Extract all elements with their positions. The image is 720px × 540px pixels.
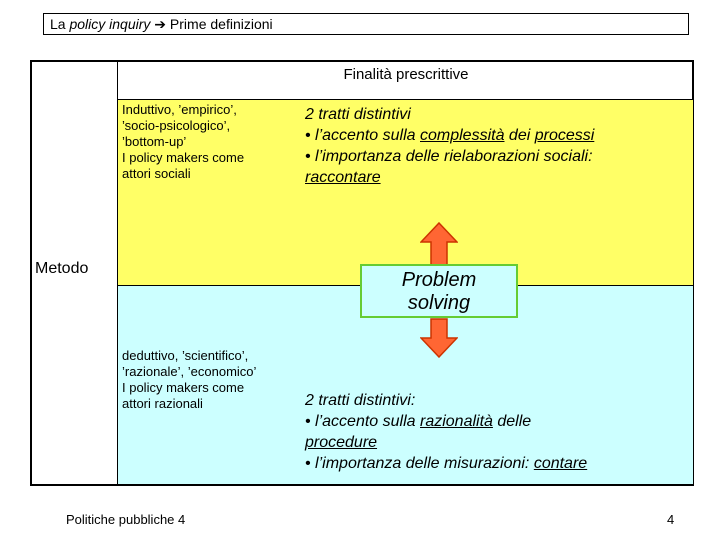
up-arrow-icon xyxy=(420,222,458,266)
column-header: Finalità prescrittive xyxy=(117,60,694,100)
down-arrow-icon xyxy=(420,318,458,358)
problem-solving-box: Problem solving xyxy=(360,264,518,318)
inductive-description: Induttivo, ’empirico’, ’socio-psicologico’, ’bottom-up’ I policy makers come attori sociali xyxy=(122,102,245,181)
right-arrow-icon: ➔ xyxy=(154,16,167,32)
footer-course: Politiche pubbliche 4 xyxy=(66,512,186,527)
row-label-metodo: Metodo xyxy=(35,260,89,277)
page-number: 4 xyxy=(667,512,675,527)
inductive-traits: 2 tratti distintivi • l’accento sulla complessità dei processi • l’importanza delle rielaborazioni sociali: raccontare xyxy=(305,106,595,186)
deductive-description: deduttivo, ’scientifico’, ’razionale’, ’economico’ I policy makers come attori razionali xyxy=(122,348,257,411)
slide-title: La policy inquiry ➔ Prime definizioni xyxy=(43,13,689,35)
deductive-traits: 2 tratti distintivi: • l’accento sulla razionalità delle procedure • l’importanza delle misurazioni: contare xyxy=(305,392,588,472)
